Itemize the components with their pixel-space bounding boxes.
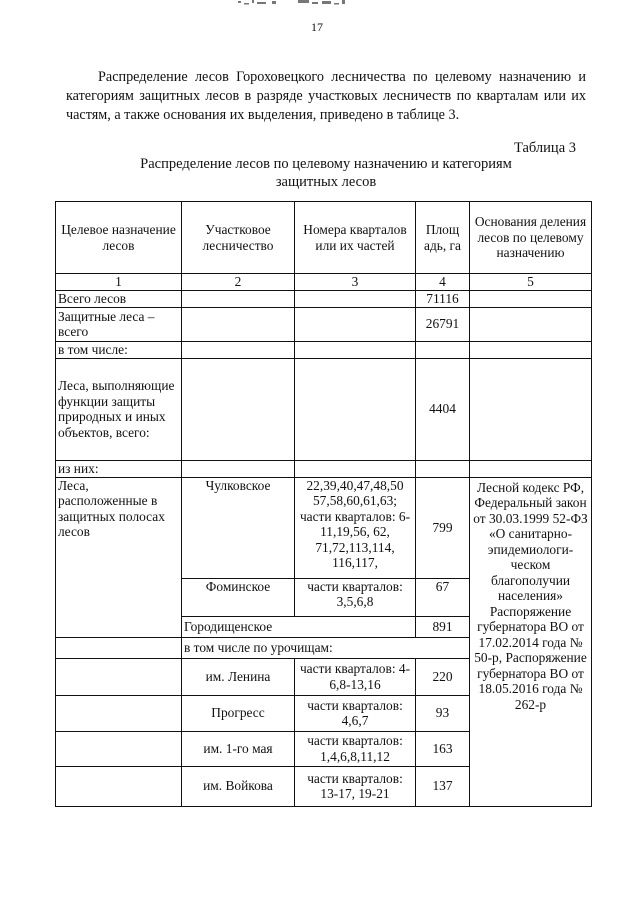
- row-label-including: в том числе:: [56, 341, 182, 358]
- table-title-line-2: защитных лесов: [275, 174, 377, 190]
- district-gorodishchenskoe: Городищенское: [182, 616, 416, 637]
- area-nature-protection: 4404: [416, 358, 470, 460]
- table-title: [66, 155, 586, 191]
- header-row: [56, 202, 592, 274]
- tract-quarters: части кварталов: 4-6,8-13,16: [295, 658, 416, 695]
- area-chulkovskoe: 799: [416, 477, 470, 578]
- col-number: 5: [470, 274, 592, 291]
- by-tracts-label: в том числе по урочищам:: [182, 637, 470, 658]
- forest-distribution-table: [55, 201, 592, 807]
- column-number-row: [56, 274, 592, 291]
- row-label-nature-protection: Леса, выполняющие функции защиты природных и иных объектов, всего:: [56, 358, 182, 460]
- header-quarters: Номера кварталов или их частей: [295, 202, 416, 274]
- tract-name: им. Ленина: [182, 658, 295, 695]
- header-basis: Основания деления лесов по целевому назначению: [470, 202, 592, 274]
- row-label-of-them: из них:: [56, 460, 182, 477]
- tract-quarters: части кварталов: 4,6,7: [295, 695, 416, 731]
- header-area: Площ адь, га: [416, 202, 470, 274]
- table-row: [56, 358, 592, 460]
- district-chulkovskoe: Чулковское: [182, 477, 295, 578]
- col-number: 4: [416, 274, 470, 291]
- district-fominskoe: Фоминское: [182, 578, 295, 616]
- page-number: 17: [311, 20, 323, 34]
- basis-legal-references: Лесной кодекс РФ, Федеральный закон от 30.03.1999 52-ФЗ «О санитарно-эпидемиологи-ческом благополучии населения» Распоряжение губернатора ВО от 17.02.2014 года № 50-р, Распоряжение губернатора ВО от 18.05.2016 года № 262-р: [470, 477, 592, 806]
- tract-quarters: части кварталов: 13-17, 19-21: [295, 766, 416, 806]
- tract-area: 163: [416, 731, 470, 766]
- table-row: [56, 341, 592, 358]
- table-title-line-1: Распределение лесов по целевому назначению и категориям: [140, 156, 512, 172]
- tract-name: им. Войкова: [182, 766, 295, 806]
- area-protective: 26791: [416, 307, 470, 341]
- tract-name: Прогресс: [182, 695, 295, 731]
- scan-artifact-mark: [238, 0, 358, 12]
- tract-area: 137: [416, 766, 470, 806]
- tract-quarters: части кварталов: 1,4,6,8,11,12: [295, 731, 416, 766]
- header-purpose: Целевое назначение лесов: [56, 202, 182, 274]
- row-label-total: Всего лесов: [56, 290, 182, 307]
- tract-area: 220: [416, 658, 470, 695]
- row-label-protective-strips: Леса, расположенные в защитных полосах лесов: [56, 477, 182, 637]
- col-number: 2: [182, 274, 295, 291]
- row-label-protective: Защитные леса – всего: [56, 307, 182, 341]
- quarters-chulkovskoe: 22,39,40,47,48,50 57,58,60,61,63; части кварталов: 6-11,19,56, 62, 71,72,113,114, 116,117,: [295, 477, 416, 578]
- table-label: Таблица 3: [513, 140, 576, 156]
- table-row: [56, 477, 592, 578]
- table-row: [56, 290, 592, 307]
- table-row: [56, 307, 592, 341]
- intro-text: Распределение лесов Гороховецкого лесничества по целевому назначению и категориям защитных лесов в разряде участковых лесничеств по кварталам или их частям, а также основания их выделения, приведено в таблице 3.: [66, 69, 586, 123]
- area-fominskoe: 67: [416, 578, 470, 616]
- tract-name: им. 1-го мая: [182, 731, 295, 766]
- col-number: 1: [56, 274, 182, 291]
- header-district: Участковое лесничество: [182, 202, 295, 274]
- quarters-fominskoe: части кварталов: 3,5,6,8: [295, 578, 416, 616]
- area-total: 71116: [416, 290, 470, 307]
- area-gorodishchenskoe: 891: [416, 616, 470, 637]
- tract-area: 93: [416, 695, 470, 731]
- intro-paragraph: [66, 68, 586, 125]
- col-number: 3: [295, 274, 416, 291]
- table-row: [56, 460, 592, 477]
